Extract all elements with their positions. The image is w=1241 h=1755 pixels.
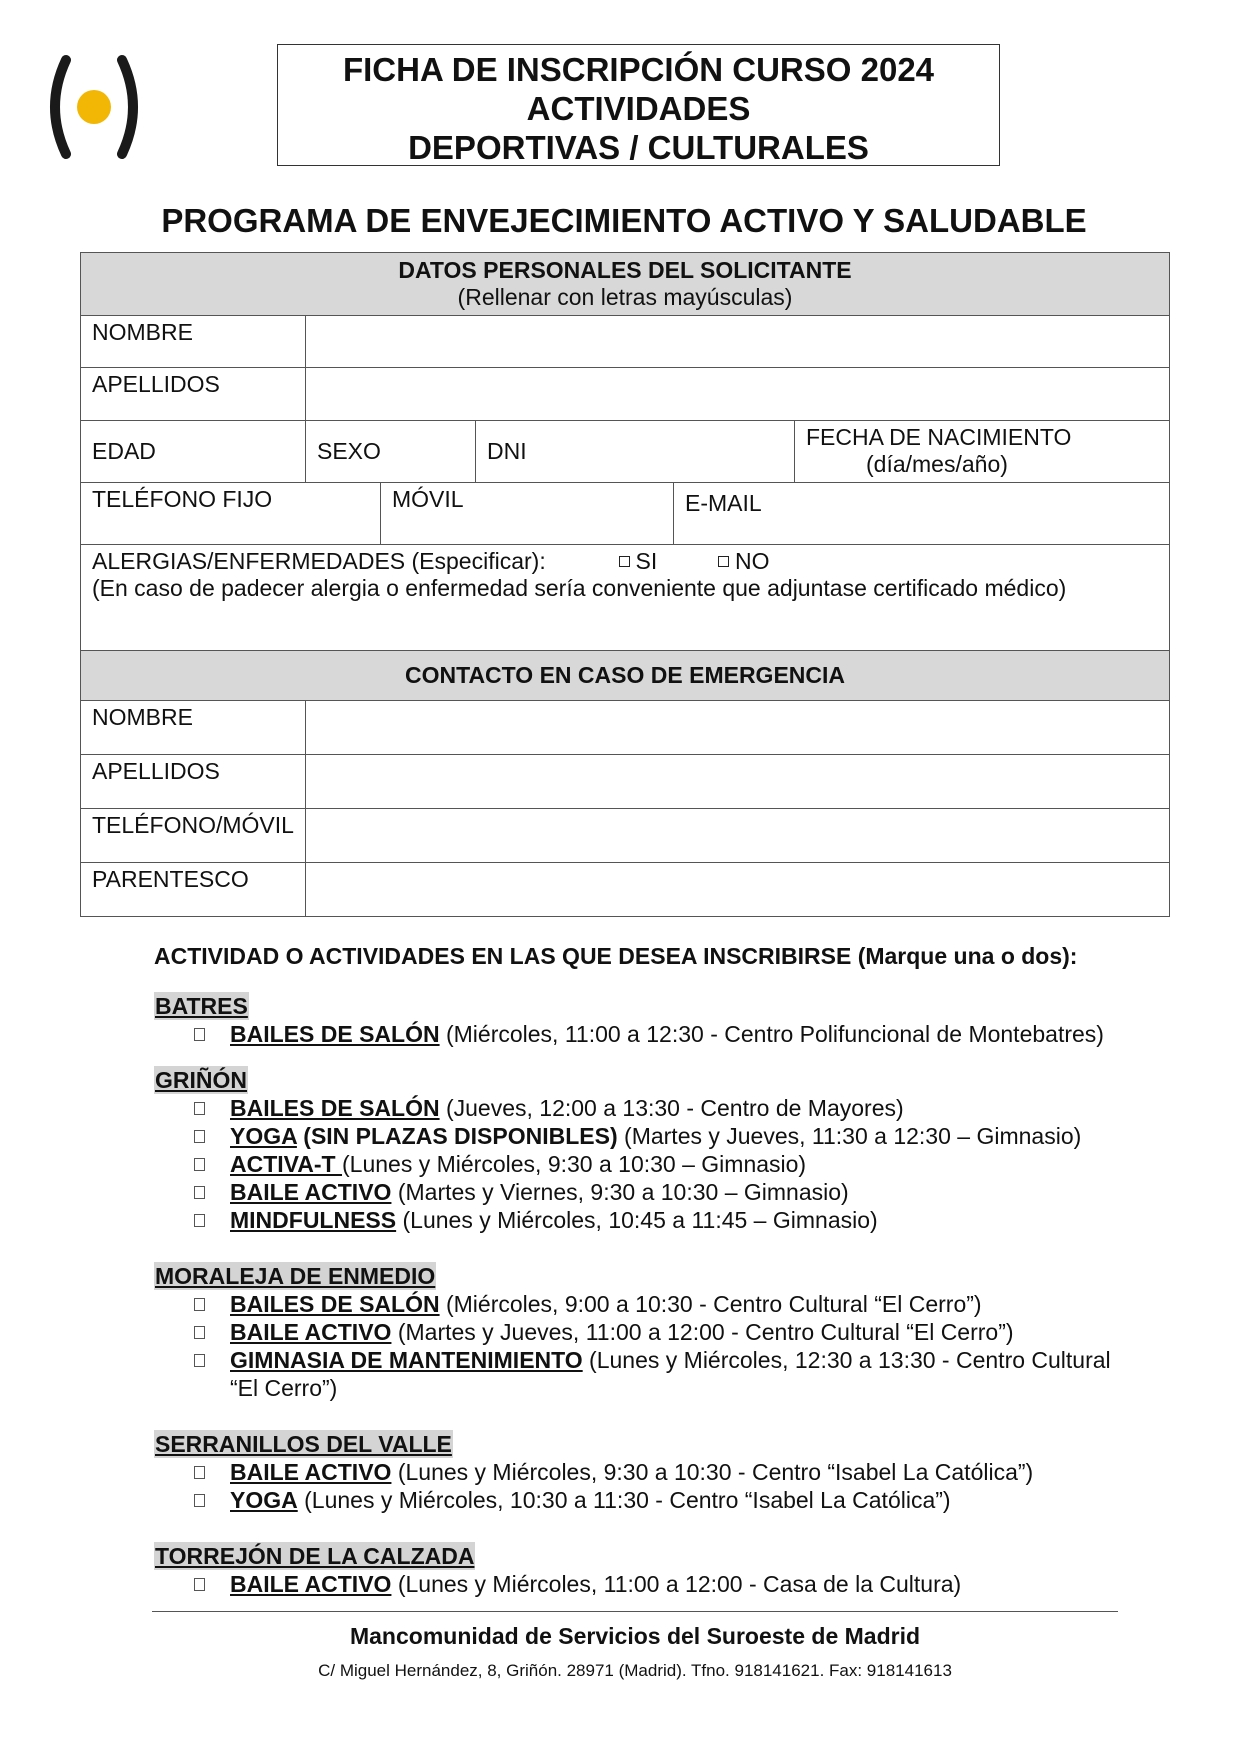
alergias-no-option[interactable] (718, 548, 770, 574)
form-title-line-2: ACTIVIDADES (526, 90, 751, 127)
activity-name: ACTIVA-T (230, 1151, 343, 1177)
town-name: SERRANILLOS DEL VALLE (155, 1431, 452, 1457)
town-name: BATRES (155, 993, 248, 1019)
activity-name: BAILE ACTIVO (230, 1179, 392, 1205)
apellidos-field[interactable] (306, 368, 1170, 421)
apellidos-label: APELLIDOS (81, 368, 306, 421)
sexo-field[interactable] (306, 421, 476, 483)
town-group-moraleja (154, 1262, 1134, 1402)
activity-checkbox[interactable] (194, 1298, 205, 1311)
personal-data-header (81, 253, 1170, 316)
activity-name: BAILES DE SALÓN (230, 1021, 440, 1047)
activity-item[interactable] (154, 1020, 1134, 1048)
alergias-label: ALERGIAS/ENFERMEDADES (Especificar): (92, 548, 546, 574)
activity-detail: (Lunes y Miércoles, 12:30 a 13:30 - Centro Cultural “El Cerro”) (230, 1347, 1111, 1401)
activity-detail: (Lunes y Miércoles, 11:00 a 12:00 - Casa de la Cultura) (391, 1571, 962, 1597)
emergency-parentesco-label: PARENTESCO (81, 863, 306, 917)
activity-name: MINDFULNESS (230, 1207, 397, 1233)
dni-field[interactable] (476, 421, 795, 483)
activity-item[interactable] (154, 1318, 1134, 1346)
footer-divider (152, 1611, 1118, 1612)
no-checkbox[interactable] (718, 556, 729, 567)
dni-label: DNI (487, 438, 527, 464)
emergency-apellidos-label: APELLIDOS (81, 755, 306, 809)
fecha-nacimiento-label: FECHA DE NACIMIENTO (806, 424, 1072, 450)
alergias-note: (En caso de padecer alergia o enfermedad sería conveniente que adjuntase certificado médico) (92, 575, 1067, 601)
personal-data-subtitle: (Rellenar con letras mayúsculas) (457, 284, 793, 310)
activity-item[interactable] (154, 1122, 1134, 1150)
activity-detail: (Martes y Jueves, 11:00 a 12:00 - Centro Cultural “El Cerro”) (391, 1319, 1014, 1345)
activity-item[interactable] (154, 1290, 1134, 1318)
town-group-batres (154, 992, 1134, 1048)
activity-checkbox[interactable] (194, 1130, 205, 1143)
activity-checkbox[interactable] (194, 1494, 205, 1507)
footer-address: C/ Miguel Hernández, 8, Griñón. 28971 (Madrid). Tfno. 918141621. Fax: 918141613 (318, 1661, 952, 1680)
activity-name: BAILE ACTIVO (230, 1571, 392, 1597)
nombre-label: NOMBRE (81, 316, 306, 368)
emergency-apellidos-field[interactable] (306, 755, 1170, 809)
town-name: MORALEJA DE ENMEDIO (155, 1263, 436, 1289)
emergency-nombre-label: NOMBRE (81, 701, 306, 755)
sexo-label: SEXO (317, 438, 381, 464)
activity-detail: (Miércoles, 11:00 a 12:30 - Centro Polifuncional de Montebatres) (439, 1021, 1104, 1047)
form-title-line-1: FICHA DE INSCRIPCIÓN CURSO 2024 (342, 51, 935, 88)
emergency-telefono-field[interactable] (306, 809, 1170, 863)
emergency-nombre-field[interactable] (306, 701, 1170, 755)
town-name: GRIÑÓN (155, 1067, 247, 1093)
alergias-si-option[interactable] (619, 548, 658, 574)
email-label: E-MAIL (685, 490, 762, 516)
emergency-telefono-label: TELÉFONO/MÓVIL (81, 809, 306, 863)
activity-item[interactable] (154, 1178, 1134, 1206)
edad-label: EDAD (92, 438, 156, 464)
activity-name: BAILES DE SALÓN (230, 1095, 440, 1121)
activity-checkbox[interactable] (194, 1354, 205, 1367)
activity-checkbox[interactable] (194, 1102, 205, 1115)
organization-logo (44, 52, 144, 162)
edad-field[interactable] (81, 421, 306, 483)
activities-heading: ACTIVIDAD O ACTIVIDADES EN LAS QUE DESEA INSCRIBIRSE (Marque una o dos): (154, 943, 1078, 969)
si-checkbox[interactable] (619, 556, 630, 567)
activity-name: BAILE ACTIVO (230, 1319, 392, 1345)
activity-detail: (Martes y Jueves, 11:30 a 12:30 – Gimnasio) (617, 1123, 1082, 1149)
telefono-fijo-field[interactable] (81, 483, 381, 545)
alergias-field[interactable] (81, 545, 1170, 651)
footer-organization: Mancomunidad de Servicios del Suroeste de Madrid (349, 1623, 921, 1649)
activity-item[interactable] (154, 1206, 1134, 1234)
activity-detail: (Lunes y Miércoles, 9:30 a 10:30 - Centro “Isabel La Católica”) (391, 1459, 1034, 1485)
personal-data-table (80, 252, 1170, 917)
activity-checkbox[interactable] (194, 1466, 205, 1479)
activity-detail: (Lunes y Miércoles, 9:30 a 10:30 – Gimnasio) (342, 1151, 807, 1177)
fecha-nacimiento-field[interactable] (795, 421, 1170, 483)
town-group-grinon (154, 1066, 1134, 1234)
movil-label: MÓVIL (392, 486, 464, 512)
town-name: TORREJÓN DE LA CALZADA (155, 1543, 475, 1569)
activity-checkbox[interactable] (194, 1028, 205, 1041)
activity-item[interactable] (154, 1486, 1134, 1514)
nombre-field[interactable] (306, 316, 1170, 368)
activity-detail: (Lunes y Miércoles, 10:45 a 11:45 – Gimnasio) (396, 1207, 878, 1233)
activity-detail: (Miércoles, 9:00 a 10:30 - Centro Cultural “El Cerro”) (439, 1291, 982, 1317)
activity-checkbox[interactable] (194, 1186, 205, 1199)
activity-note: (SIN PLAZAS DISPONIBLES) (296, 1123, 618, 1149)
personal-data-title: DATOS PERSONALES DEL SOLICITANTE (398, 257, 852, 283)
activity-name: GIMNASIA DE MANTENIMIENTO (230, 1347, 583, 1373)
activities-section (154, 942, 1134, 1598)
si-label: SI (635, 548, 658, 574)
movil-field[interactable] (381, 483, 674, 545)
activity-name: YOGA (230, 1487, 298, 1513)
email-field[interactable] (674, 483, 1170, 545)
activity-checkbox[interactable] (194, 1578, 205, 1591)
activity-name: YOGA (230, 1123, 297, 1149)
activity-item[interactable] (154, 1150, 1134, 1178)
activity-item[interactable] (154, 1094, 1134, 1122)
fecha-format-hint: (día/mes/año) (866, 451, 1008, 477)
activity-item[interactable] (154, 1346, 1134, 1402)
activity-detail: (Martes y Viernes, 9:30 a 10:30 – Gimnasio) (391, 1179, 849, 1205)
emergency-header: CONTACTO EN CASO DE EMERGENCIA (81, 651, 1170, 701)
activity-item[interactable] (154, 1458, 1134, 1486)
no-label: NO (735, 548, 770, 574)
activity-checkbox[interactable] (194, 1326, 205, 1339)
activity-checkbox[interactable] (194, 1158, 205, 1171)
activity-item[interactable] (154, 1570, 1134, 1598)
activity-name: BAILE ACTIVO (230, 1459, 392, 1485)
emergency-parentesco-field[interactable] (306, 863, 1170, 917)
town-group-serranillos (154, 1430, 1134, 1514)
town-group-torrejon (154, 1542, 1134, 1598)
program-title: PROGRAMA DE ENVEJECIMIENTO ACTIVO Y SALUDABLE (161, 202, 1087, 239)
telefono-fijo-label: TELÉFONO FIJO (92, 486, 273, 512)
activity-checkbox[interactable] (194, 1214, 205, 1227)
activity-detail: (Jueves, 12:00 a 13:30 - Centro de Mayores) (439, 1095, 904, 1121)
activity-name: BAILES DE SALÓN (230, 1291, 440, 1317)
activity-detail: (Lunes y Miércoles, 10:30 a 11:30 - Centro “Isabel La Católica”) (297, 1487, 951, 1513)
form-title-line-3: DEPORTIVAS / CULTURALES (408, 129, 869, 166)
form-title-box (277, 44, 1000, 166)
